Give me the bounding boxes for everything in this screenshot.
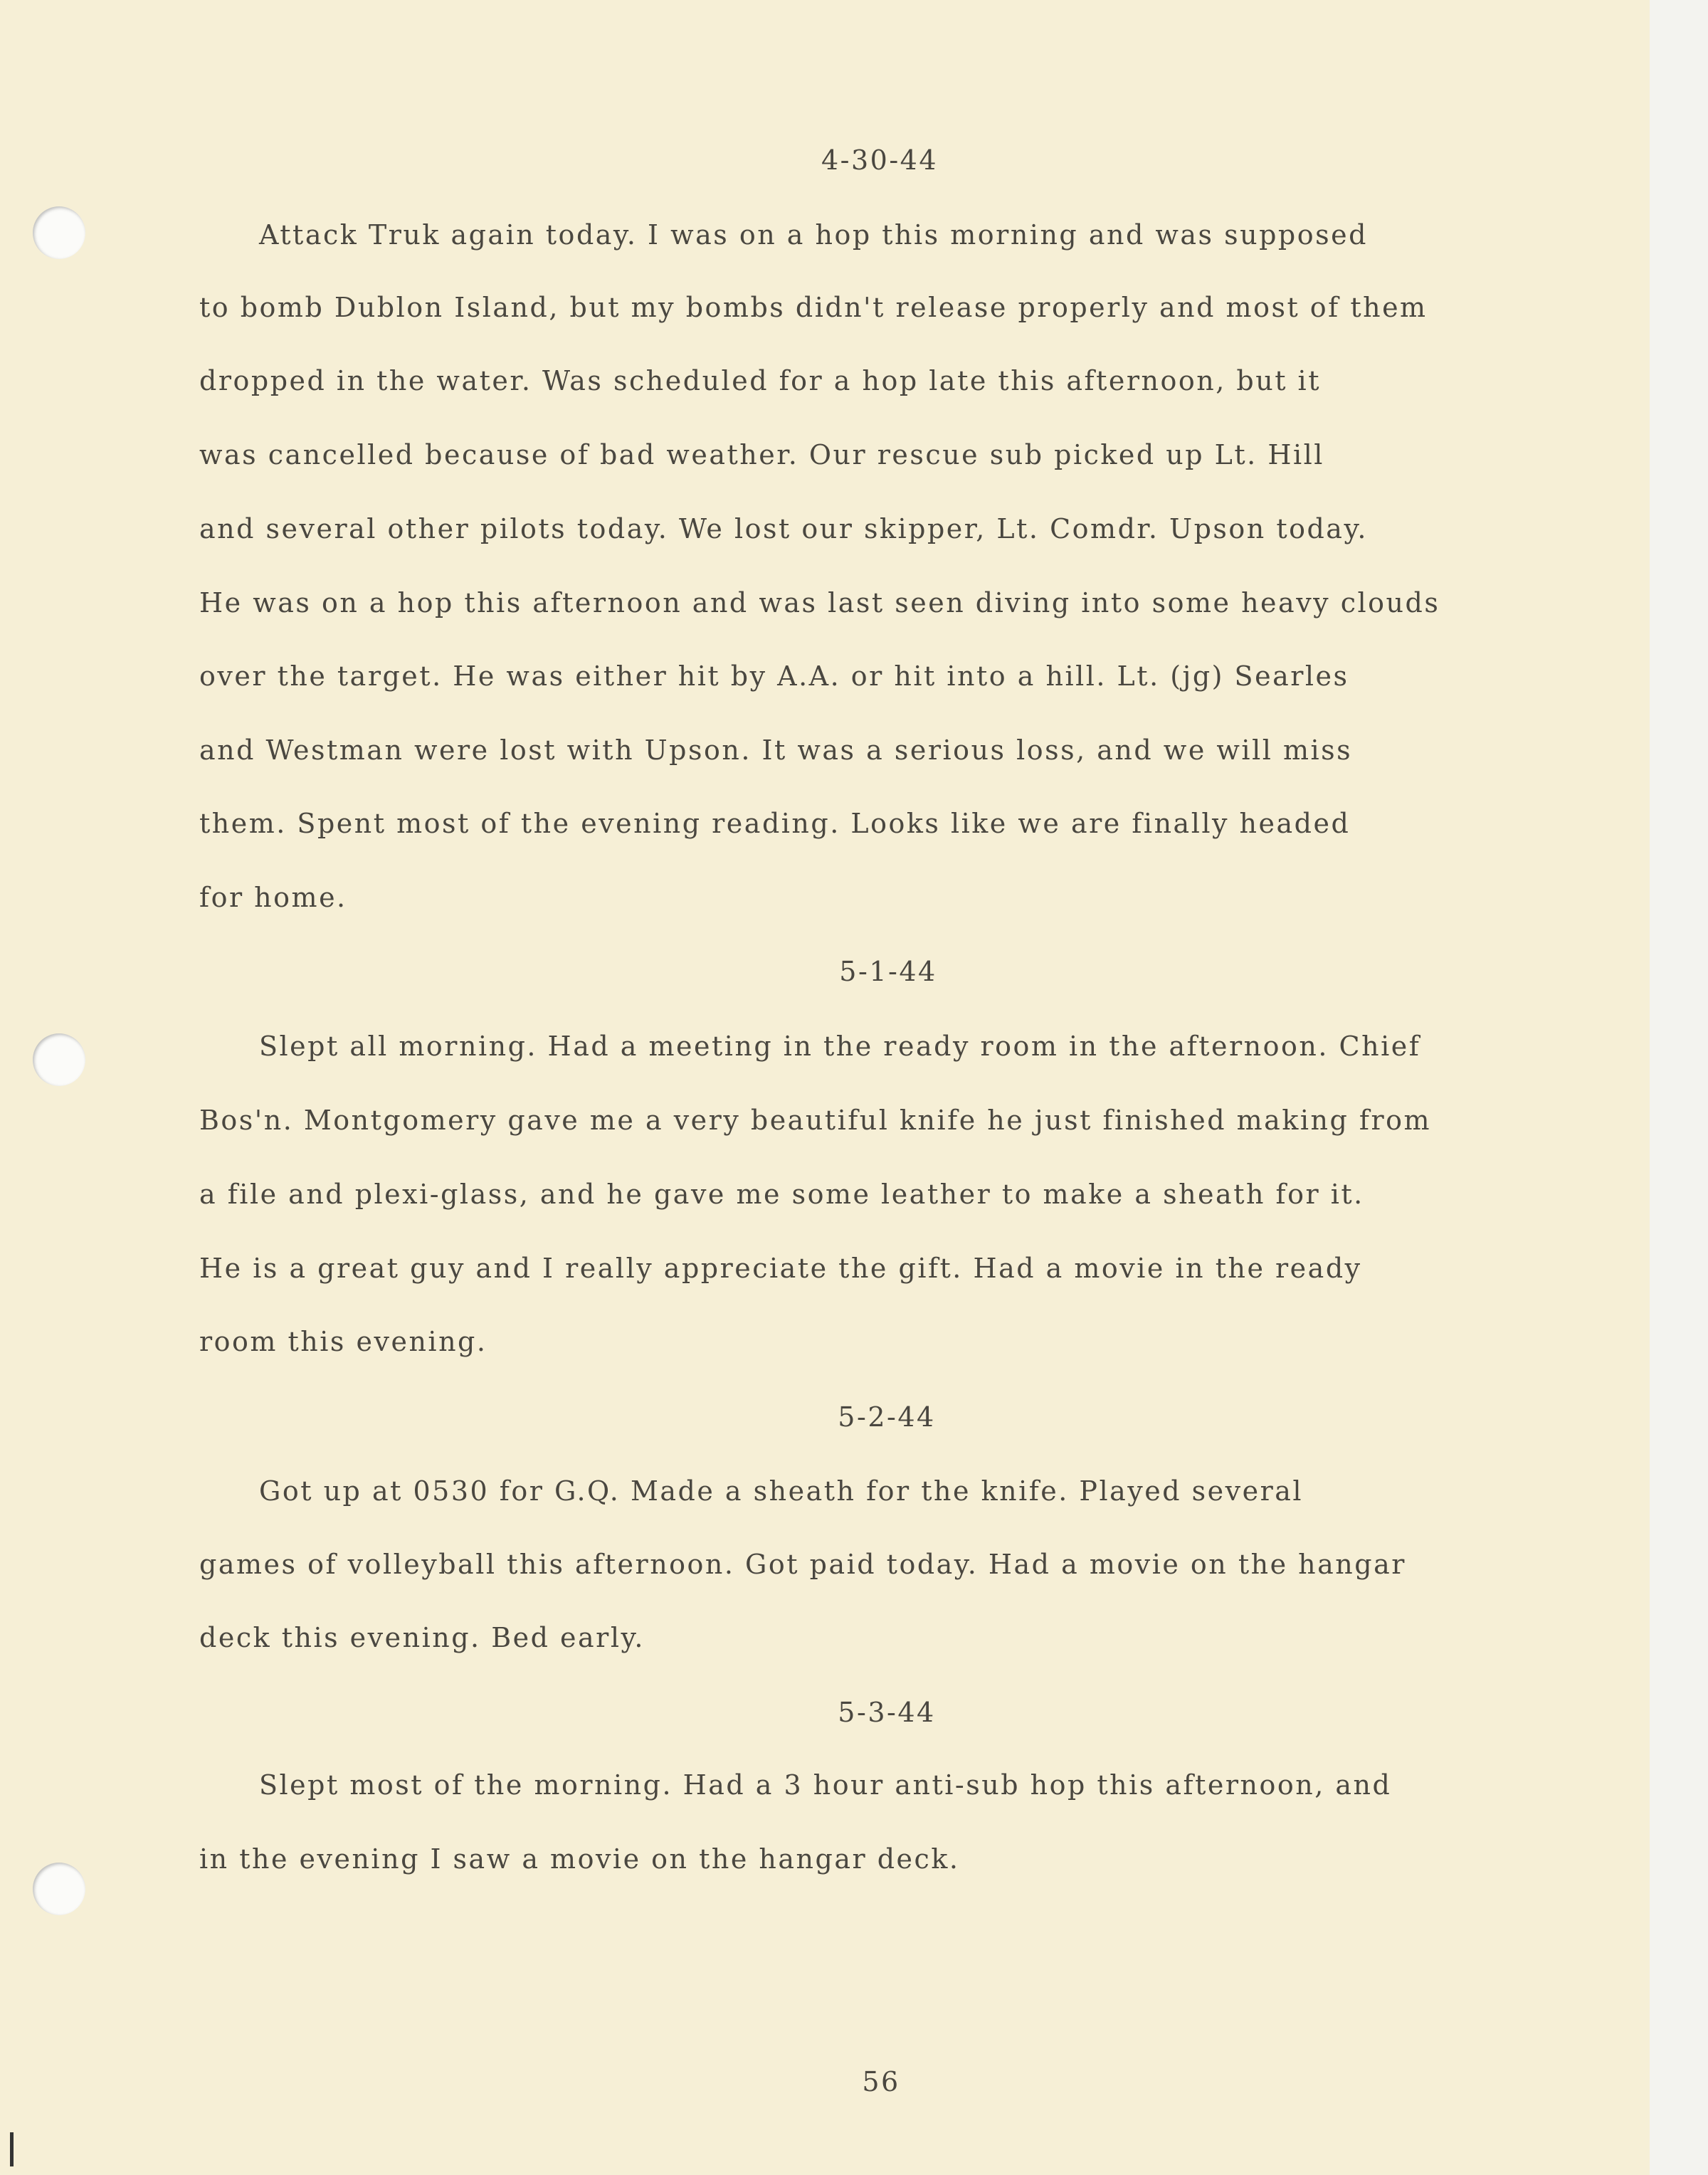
- page-edge: [1650, 0, 1708, 2175]
- binder-hole: [33, 206, 85, 259]
- entry-line: and Westman were lost with Upson. It was a serious loss, and we will miss: [199, 734, 1353, 766]
- entry-line: dropped in the water. Was scheduled for a hop late this afternoon, but it: [199, 365, 1321, 396]
- entry-date: 5-3-44: [838, 1697, 936, 1728]
- entry-line: deck this evening. Bed early.: [199, 1622, 645, 1653]
- entry-line: He was on a hop this afternoon and was last seen diving into some heavy clouds: [199, 587, 1440, 618]
- entry-line: Attack Truk again today. I was on a hop this morning and was supposed: [259, 219, 1368, 251]
- binder-hole: [33, 1033, 85, 1086]
- entry-line: and several other pilots today. We lost our skipper, Lt. Comdr. Upson today.: [199, 513, 1368, 544]
- entry-line: Slept all morning. Had a meeting in the ready room in the afternoon. Chief: [259, 1031, 1421, 1062]
- entry-line: in the evening I saw a movie on the hangar deck.: [199, 1843, 960, 1875]
- entry-line: a file and plexi-glass, and he gave me some leather to make a sheath for it.: [199, 1179, 1364, 1210]
- entry-line: over the target. He was either hit by A.A. or hit into a hill. Lt. (jg) Searles: [199, 660, 1349, 692]
- entry-line: Got up at 0530 for G.Q. Made a sheath for the knife. Played several: [259, 1475, 1304, 1507]
- entry-line: Bos'n. Montgomery gave me a very beautiful knife he just finished making from: [199, 1105, 1432, 1136]
- binder-hole: [33, 1863, 85, 1915]
- entry-date: 5-1-44: [839, 956, 937, 987]
- entry-line: was cancelled because of bad weather. Our rescue sub picked up Lt. Hill: [199, 439, 1324, 470]
- entry-line: room this evening.: [199, 1326, 487, 1357]
- entry-line: Slept most of the morning. Had a 3 hour anti-sub hop this afternoon, and: [259, 1769, 1392, 1801]
- entry-line: He is a great guy and I really appreciate the gift. Had a movie in the ready: [199, 1253, 1362, 1284]
- entry-line: for home.: [199, 882, 347, 913]
- page-number: 56: [862, 2066, 900, 2097]
- entry-date: 5-2-44: [838, 1401, 936, 1433]
- entry-line: to bomb Dublon Island, but my bombs didn't release properly and most of them: [199, 292, 1428, 323]
- entry-line: games of volleyball this afternoon. Got paid today. Had a movie on the hangar: [199, 1549, 1406, 1580]
- binder-mark: [10, 2132, 14, 2166]
- entry-date: 4-30-44: [821, 144, 939, 176]
- entry-line: them. Spent most of the evening reading. Looks like we are finally headed: [199, 808, 1351, 839]
